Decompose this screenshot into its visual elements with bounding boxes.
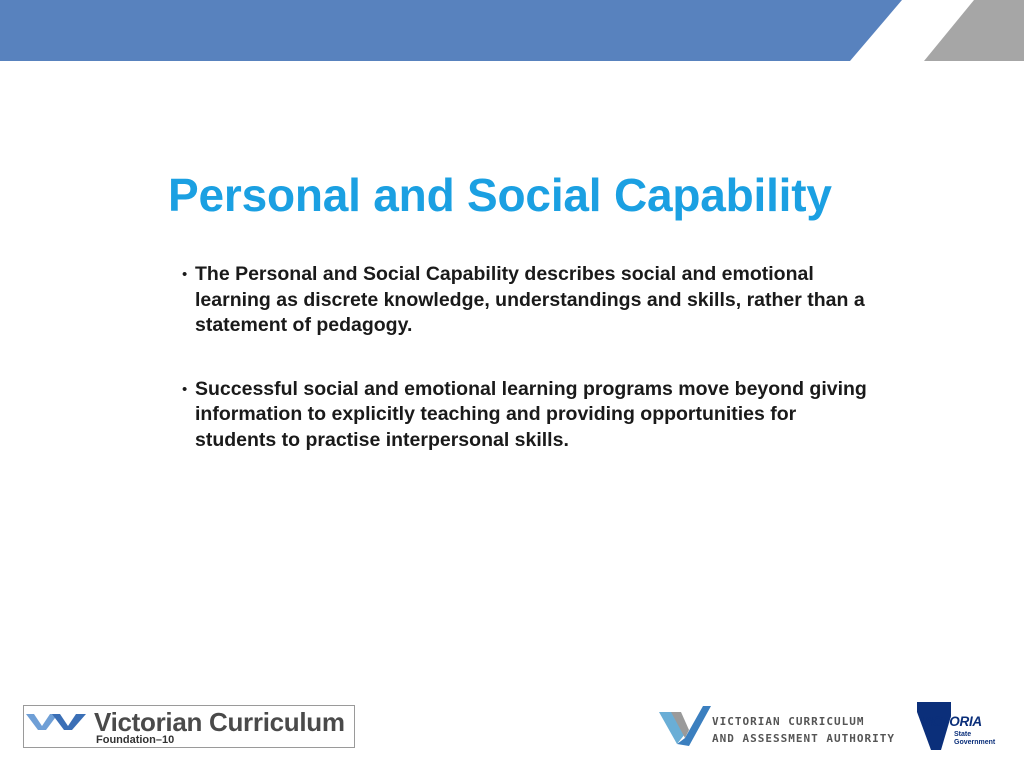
victorian-curriculum-logo	[23, 705, 355, 748]
bullet-text: Successful social and emotional learning programs move beyond giving information to explicitly teaching and providing opportunities for students to practise interpersonal skills.	[195, 377, 867, 451]
vc-logo-title: Victorian Curriculum	[94, 707, 345, 737]
victoria-subtitle-line1: State	[954, 731, 972, 738]
vcaa-check-icon	[659, 704, 711, 748]
victoria-wordmark: VICTORIA	[920, 714, 982, 729]
bullet-text: The Personal and Social Capability describes social and emotional learning as discrete knowledge, understandings and skills, rather than a statement of pedagogy.	[195, 263, 865, 336]
chevron-logo-icon	[26, 710, 90, 732]
bullet-item	[182, 262, 882, 339]
slide-title: Personal and Social Capability	[168, 169, 832, 221]
victoria-subtitle	[954, 731, 995, 747]
top-banner	[0, 0, 1024, 61]
vc-logo-subtitle: Foundation–10	[96, 734, 175, 746]
bullet-item	[182, 377, 882, 454]
bullet-list	[182, 262, 882, 491]
bullet-marker: •	[182, 266, 188, 283]
vcaa-logo-line2: AND ASSESSMENT AUTHORITY	[712, 732, 895, 745]
victoria-state-government-logo	[917, 702, 1007, 752]
victoria-subtitle-line2: Government	[954, 739, 996, 746]
vcaa-logo-line1: VICTORIAN CURRICULUM	[712, 715, 865, 728]
vcaa-logo	[659, 704, 899, 748]
bullet-marker: •	[182, 380, 188, 398]
